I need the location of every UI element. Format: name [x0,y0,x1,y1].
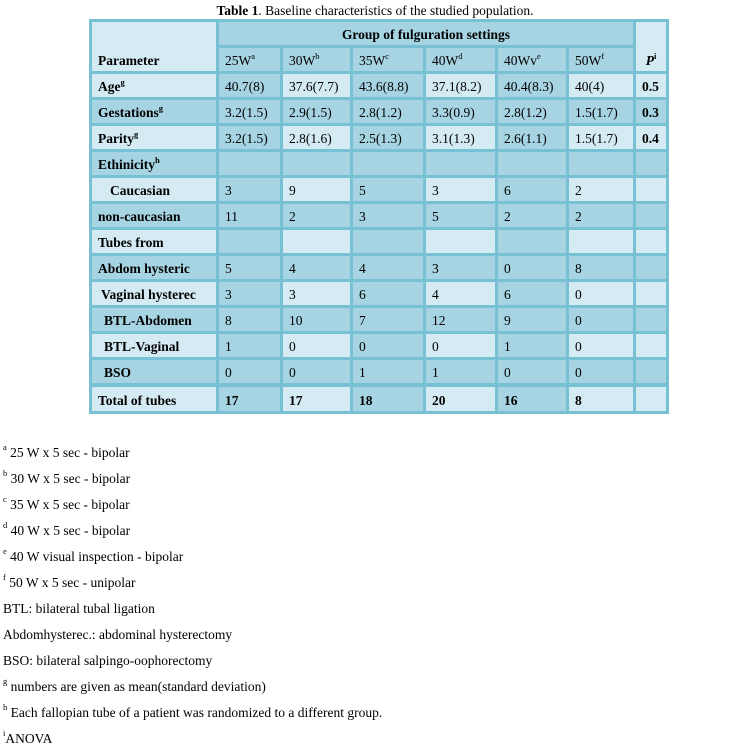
p-value-cell [635,255,668,281]
p-value-cell: 0.5 [635,73,668,99]
table-cell: 0 [352,333,425,359]
row-label [91,385,218,413]
table-cell: 0 [568,307,635,333]
row-label-text: Total of tubes [98,393,177,408]
header-col-25w [218,47,282,73]
footnote-text: ANOVA [5,731,53,746]
col-sup: c [385,51,390,61]
table-cell: 2 [568,203,635,229]
table-cell: 2.6(1.1) [497,125,568,151]
header-row-1 [91,21,668,47]
table-cell: 2.9(1.5) [282,99,352,125]
table-cell: 6 [497,281,568,307]
p-value-cell [635,333,668,359]
table-row [91,125,668,151]
table-row [91,385,668,413]
table-cell: 1.5(1.7) [568,99,635,125]
header-col-40wv [497,47,568,73]
row-label-text: Parity [98,131,134,146]
col-sup: a [251,51,256,61]
footnote [3,600,382,626]
table-cell: 0 [218,359,282,386]
table-cell: 1 [497,333,568,359]
table-cell: 1 [218,333,282,359]
col-label: 30W [289,53,316,68]
table-cell: 2.8(1.6) [282,125,352,151]
row-label-text: Tubes from [98,235,164,250]
p-value-cell: 0.3 [635,99,668,125]
footnote-text: Abdomhysterec.: abdominal hysterectomy [3,627,233,642]
footnotes [3,444,382,756]
row-label-sup: g [134,129,139,139]
table-cell [497,151,568,177]
table-cell: 0 [282,359,352,386]
header-group: Group of fulguration settings [218,21,635,47]
table-cell: 0 [568,333,635,359]
table-cell [425,151,497,177]
table-cell: 6 [352,281,425,307]
table-row [91,151,668,177]
table-cell: 37.1(8.2) [425,73,497,99]
table-row [91,73,668,99]
p-value-cell [635,177,668,203]
col-label: 50W [575,53,602,68]
row-label [91,281,218,307]
p-value-cell [635,281,668,307]
footnote-text: 25 W x 5 sec - bipolar [6,445,130,460]
header-col-40w [425,47,497,73]
footnote-marker: c [3,494,7,504]
table-cell: 40(4) [568,73,635,99]
header-p [635,21,668,73]
footnote-marker: g [3,676,8,686]
table-cell: 12 [425,307,497,333]
footnote [3,470,382,496]
table-cell: 5 [352,177,425,203]
p-value-cell [635,203,668,229]
table-row [91,255,668,281]
table-cell: 43.6(8.8) [352,73,425,99]
table-cell [282,229,352,255]
baseline-table [89,19,669,414]
row-label [91,151,218,177]
table-cell: 2.8(1.2) [497,99,568,125]
table-cell: 6 [497,177,568,203]
p-value-cell: 0.4 [635,125,668,151]
col-label: 40W [432,53,459,68]
table-cell: 3 [425,177,497,203]
footnote [3,626,382,652]
row-label-text: Gestations [98,105,159,120]
row-label [91,177,218,203]
footnote [3,730,382,756]
footnote-marker: d [3,520,8,530]
table-cell: 2.8(1.2) [352,99,425,125]
row-label [91,203,218,229]
footnote-marker: f [3,572,6,582]
table-cell: 3 [282,281,352,307]
footnote [3,678,382,704]
footnote-marker: e [3,546,7,556]
footnote [3,444,382,470]
table-cell: 4 [352,255,425,281]
row-label [91,255,218,281]
col-label: 25W [225,53,252,68]
footnote-text: 40 W visual inspection - bipolar [6,549,184,564]
table-cell: 4 [425,281,497,307]
row-label-text: BSO [104,365,132,380]
table-cell: 0 [497,359,568,386]
table-cell [218,229,282,255]
table-cell: 0 [568,359,635,386]
row-label-text: Vaginal hysterec [101,287,196,302]
row-label-sup: g [158,103,163,113]
row-label-text: Caucasian [110,183,171,198]
table-cell: 0 [568,281,635,307]
table-cell: 8 [218,307,282,333]
table-row [91,177,668,203]
row-label [91,307,218,333]
footnote [3,496,382,522]
table-cell [218,151,282,177]
col-sup: f [601,51,605,61]
row-label-text: Ethinicity [98,157,156,172]
table-cell: 10 [282,307,352,333]
table-cell: 8 [568,255,635,281]
row-label [91,73,218,99]
footnote-text: Each fallopian tube of a patient was randomized to a different group. [7,705,383,720]
table-cell: 5 [425,203,497,229]
table-row [91,359,668,386]
row-label [91,333,218,359]
table-cell: 3.2(1.5) [218,99,282,125]
row-label-text: Abdom hysteric [98,261,190,276]
footnote [3,704,382,730]
table-body [91,73,668,413]
table-cell: 1 [425,359,497,386]
row-label-text: Age [98,79,121,94]
table-cell [352,151,425,177]
row-label [91,229,218,255]
header-parameter: Parameter [91,21,218,73]
header-col-35w [352,47,425,73]
p-value-cell [635,385,668,413]
table-cell: 2 [497,203,568,229]
footnote-text: 40 W x 5 sec - bipolar [7,523,131,538]
footnote-marker: i [3,728,6,738]
table-cell: 2 [568,177,635,203]
row-label [91,125,218,151]
footnote-text: 35 W x 5 sec - bipolar [6,497,130,512]
table-cell [282,151,352,177]
caption-label: Table 1 [216,3,259,18]
caption-text: . Baseline characteristics of the studied population. [258,3,534,18]
p-value-cell [635,307,668,333]
table-cell: 0 [282,333,352,359]
table-cell: 3.3(0.9) [425,99,497,125]
header-p-label: P [645,53,654,68]
row-label [91,99,218,125]
table-cell: 3 [425,255,497,281]
table-cell: 3.1(1.3) [425,125,497,151]
footnote-marker: a [3,442,7,452]
table-cell: 2.5(1.3) [352,125,425,151]
table-cell [497,229,568,255]
table-cell: 4 [282,255,352,281]
table-cell: 3 [218,281,282,307]
table-cell: 40.4(8.3) [497,73,568,99]
table-row [91,307,668,333]
table-cell: 17 [218,385,282,413]
table-cell: 7 [352,307,425,333]
header-col-30w [282,47,352,73]
table-cell [568,229,635,255]
table-cell: 5 [218,255,282,281]
table-cell [425,229,497,255]
table-caption [0,3,750,19]
footnote-text: BTL: bilateral tubal ligation [3,601,155,616]
table-row [91,203,668,229]
p-value-cell [635,229,668,255]
row-label-sup: g [120,77,125,87]
footnote [3,548,382,574]
footnote-marker: b [3,468,8,478]
table-row [91,99,668,125]
footnote-text: numbers are given as mean(standard deviation) [7,679,266,694]
col-sup: e [537,51,541,61]
table-cell: 1 [352,359,425,386]
table-cell: 8 [568,385,635,413]
table-cell: 16 [497,385,568,413]
table-cell: 37.6(7.7) [282,73,352,99]
table-cell: 9 [282,177,352,203]
table-cell: 3 [352,203,425,229]
footnote-marker: h [3,702,8,712]
row-label [91,359,218,386]
table-cell: 40.7(8) [218,73,282,99]
table-cell: 9 [497,307,568,333]
header-p-sup: i [653,51,657,61]
row-label-text: BTL-Vaginal [104,339,180,354]
col-label: 40Wv [504,53,537,68]
row-label-sup: h [155,155,160,165]
header-col-50w [568,47,635,73]
footnote-text: BSO: bilateral salpingo-oophorectomy [3,653,213,668]
table-cell: 0 [425,333,497,359]
footnote-text: 30 W x 5 sec - bipolar [7,471,131,486]
row-label-text: non-caucasian [98,209,181,224]
footnote [3,522,382,548]
p-value-cell [635,359,668,386]
table-row [91,281,668,307]
table-cell: 1.5(1.7) [568,125,635,151]
table-cell: 0 [497,255,568,281]
table-cell: 11 [218,203,282,229]
p-value-cell [635,151,668,177]
table-row [91,333,668,359]
col-sup: d [458,51,463,61]
table-cell: 20 [425,385,497,413]
table-cell: 2 [282,203,352,229]
table-cell: 3 [218,177,282,203]
table-cell: 3.2(1.5) [218,125,282,151]
table-cell: 17 [282,385,352,413]
table-cell [352,229,425,255]
table-cell: 18 [352,385,425,413]
footnote [3,574,382,600]
footnote [3,652,382,678]
table-row [91,229,668,255]
table-cell [568,151,635,177]
col-sup: b [315,51,320,61]
footnote-text: 50 W x 5 sec - unipolar [5,575,136,590]
row-label-text: BTL-Abdomen [104,313,192,328]
col-label: 35W [359,53,386,68]
